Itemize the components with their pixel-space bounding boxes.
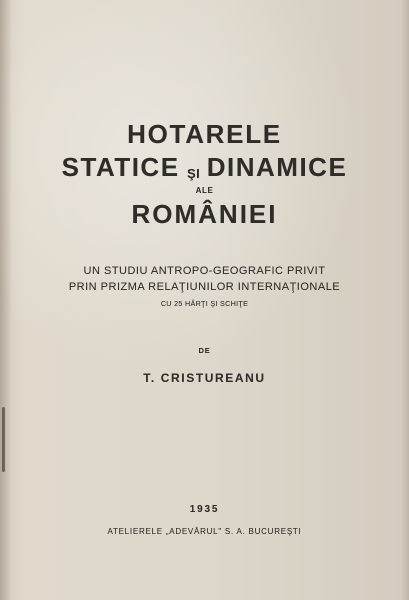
author-prefix: DE — [198, 346, 211, 355]
author-name: T. CRISTUREANU — [143, 371, 266, 385]
title-word-statice: STATICE — [61, 152, 180, 182]
title-line-2 — [0, 152, 409, 182]
subtitle-line-3: CU 25 HĂRŢI ŞI SCHIŢE — [160, 299, 249, 308]
title-line-1: HOTARELE — [127, 119, 282, 149]
left-edge-mark — [2, 407, 5, 472]
publication-year: 1935 — [189, 504, 220, 515]
publisher-line: ATELIERELE „ADEVĂRUL" S. A. BUCUREŞTI — [107, 527, 302, 536]
title-line-3: ALE — [195, 186, 214, 195]
subtitle-line-1: UN STUDIU ANTROPO-GEOGRAFIC PRIVIT — [83, 265, 326, 277]
title-line-4: ROMÂNIEI — [131, 199, 278, 229]
subtitle-line-2: PRIN PRIZMA RELAŢIUNILOR INTERNAŢIONALE — [68, 281, 341, 293]
title-word-dinamice: DINAMICE — [206, 152, 348, 182]
title-conjunction: ŞI — [187, 166, 201, 181]
